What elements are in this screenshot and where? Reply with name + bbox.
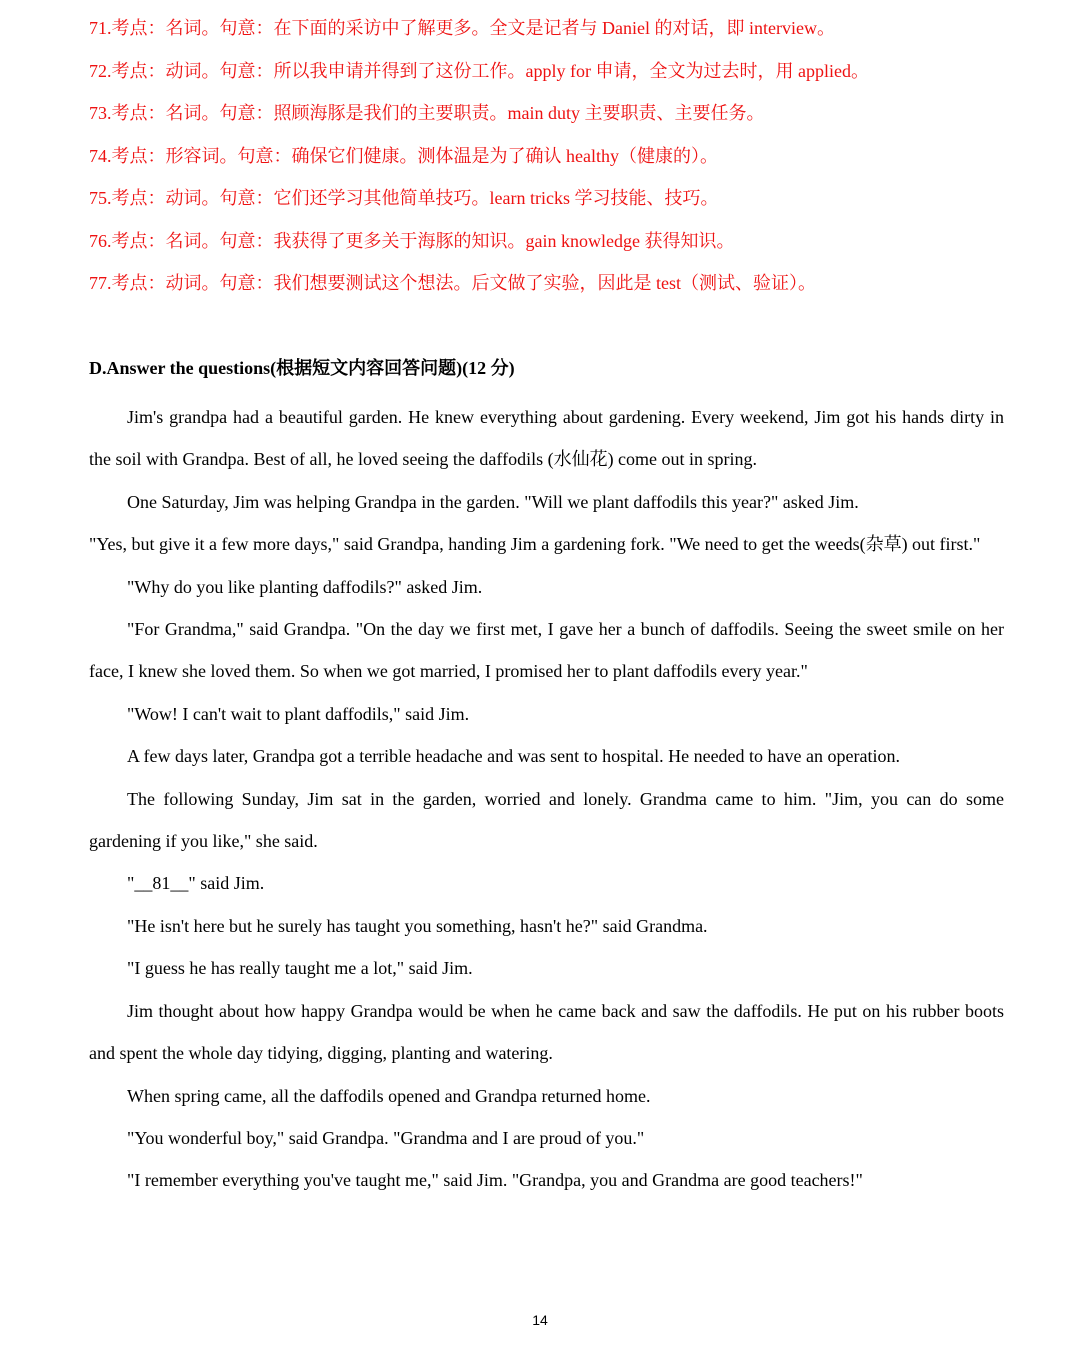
passage-paragraph: "Yes, but give it a few more days," said Grandpa, handing Jim a gardening fork. "We need to get the weeds(杂草) out first." <box>89 534 981 555</box>
passage-paragraph: "He isn't here but he surely has taught you something, hasn't he?" said Grandma. <box>127 915 708 936</box>
passage-paragraph: One Saturday, Jim was helping Grandpa in the garden. "Will we plant daffodils this year?" asked Jim. <box>127 491 859 512</box>
passage-paragraph: "For Grandma," said Grandpa. "On the day we first met, I gave her a bunch of daffodils. Seeing the sweet smile on her face, I knew she loved them. So when we got married, I promised her to plant daffodils every year." <box>89 619 1004 682</box>
answer-key-item: 75.考点：动词。句意：它们还学习其他简单技巧。learn tricks 学习技能、技巧。 <box>89 188 719 208</box>
answer-key-list <box>89 12 1029 310</box>
passage-paragraph: Jim thought about how happy Grandpa would be when he came back and saw the daffodils. He put on his rubber boots and spent the whole day tidying, digging, planting and watering. <box>89 1000 1004 1064</box>
passage-paragraph: "Wow! I can't wait to plant daffodils," said Jim. <box>127 703 470 724</box>
passage-paragraph: "You wonderful boy," said Grandpa. "Grandma and I are proud of you." <box>127 1127 645 1148</box>
passage-paragraph: "Why do you like planting daffodils?" asked Jim. <box>127 576 483 597</box>
passage-paragraph: A few days later, Grandpa got a terrible headache and was sent to hospital. He needed to have an operation. <box>127 746 900 767</box>
passage-paragraph: The following Sunday, Jim sat in the garden, worried and lonely. Grandma came to him. "Jim, you can do some gardening if you like," she said. <box>89 788 1004 852</box>
section-heading: D.Answer the questions(根据短文内容回答问题)(12 分) <box>89 358 515 378</box>
answer-key-item: 74.考点：形容词。句意：确保它们健康。测体温是为了确认 healthy（健康的）。 <box>89 145 718 166</box>
passage-paragraph: Jim's grandpa had a beautiful garden. He knew everything about gardening. Every weekend, Jim got his hands dirty in the soil with Grandpa. Best of all, he loved seeing the daffodils (水仙花) come out in spring. <box>89 407 1004 470</box>
answer-key-item: 71.考点：名词。句意：在下面的采访中了解更多。全文是记者与 Daniel 的对话，即 interview。 <box>89 18 835 38</box>
passage-paragraph: When spring came, all the daffodils opened and Grandpa returned home. <box>127 1085 651 1106</box>
answer-key-item: 73.考点：名词。句意：照顾海豚是我们的主要职责。main duty 主要职责、主要任务。 <box>89 103 765 123</box>
passage-paragraph: "I guess he has really taught me a lot," said Jim. <box>127 958 473 979</box>
answer-key-item: 76.考点：名词。句意：我获得了更多关于海豚的知识。gain knowledge 获得知识。 <box>89 230 735 251</box>
page-number: 14 <box>532 1312 548 1328</box>
answer-key-item: 72.考点：动词。句意：所以我申请并得到了这份工作。apply for 申请，全文为过去时，用 applied。 <box>89 60 869 81</box>
answer-key-item: 77.考点：动词。句意：我们想要测试这个想法。后文做了实验，因此是 test（测试、验证）。 <box>89 273 816 293</box>
reading-passage <box>89 396 1004 1202</box>
passage-paragraph: "I remember everything you've taught me," said Jim. "Grandpa, you and Grandma are good teachers!" <box>127 1170 863 1191</box>
passage-paragraph: "__81__" said Jim. <box>127 873 265 894</box>
